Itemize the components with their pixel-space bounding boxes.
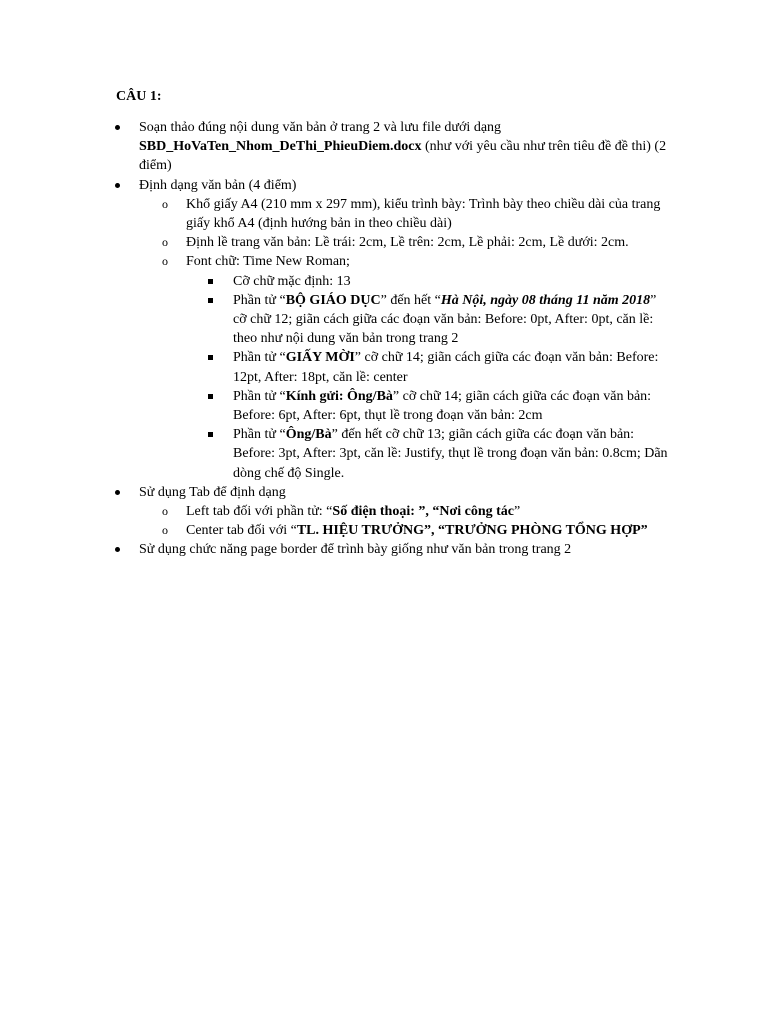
circle-bullet-icon: o [162, 254, 168, 269]
f2-text-a: Phần tử “ [233, 292, 286, 308]
center-tab-bold: TL. HIỆU TRƯỞNG”, “TRƯỞNG PHÒNG TỔNG HỢP” [296, 523, 648, 539]
sublist-item-left-tab [162, 502, 681, 521]
margins-text: Định lề trang văn bản: Lề trái: 2cm, Lề trên: 2cm, Lề phải: 2cm, Lề dưới: 2cm. [186, 235, 629, 251]
f3-text-c: ” cỡ chữ 14; giãn cách giữa các đoạn văn bản: Before: 12pt, After: 18pt, căn lề: center [233, 350, 659, 385]
item2-text: Định dạng văn bản (4 điểm) [139, 177, 297, 193]
list-item-tabs [139, 483, 679, 541]
square-bullet-icon [208, 298, 213, 303]
f2-text-c: ” đến hết “ [380, 292, 441, 308]
font-item-default-size [233, 272, 673, 291]
f2-text-e: ” cỡ chữ 12; giãn cách giữa các đoạn văn bản: Before: 0pt, After: 0pt, căn lề: theo như nội dung văn bản trong trang 2 [233, 292, 657, 347]
item4-text: Sử dụng chức năng page border để trình bày giống như văn bản trong trang 2 [139, 542, 572, 558]
circle-bullet-icon: o [162, 523, 168, 538]
requirements-list [139, 118, 679, 560]
question-heading: CÂU 1: [116, 89, 162, 104]
left-tab-bold: Số điện thoại: ”, “Nơi công tác [332, 504, 514, 520]
circle-bullet-icon: o [162, 196, 168, 211]
square-bullet-icon [208, 355, 213, 360]
square-bullet-icon [208, 394, 213, 399]
circle-bullet-icon: o [162, 504, 168, 519]
f3-text-a: Phần tử “ [233, 350, 286, 366]
list-item-format [139, 176, 679, 483]
font-item-body [233, 425, 673, 483]
circle-bullet-icon: o [162, 235, 168, 250]
f3-bold: GIẤY MỜI [285, 350, 355, 366]
f5-text-a: Phần tử “ [233, 427, 286, 443]
f4-text-c: ” cỡ chữ 14; giãn cách giữa các đoạn văn bản: Before: 6pt, After: 6pt, thụt lề trong đoạn văn bản: 2cm [233, 388, 652, 424]
item1-text: Soạn thảo đúng nội dung văn bản ở trang 2 và lưu file dưới dạng [139, 120, 502, 135]
sublist-item-font [162, 252, 681, 482]
f4-text-a: Phần tử “ [233, 388, 286, 404]
item3-text: Sử dụng Tab để định dạng [139, 484, 286, 500]
sublist-item-margins [162, 233, 681, 252]
center-tab-text: Center tab đối với “ [186, 523, 297, 539]
tabs-sublist [162, 502, 681, 540]
sublist-item-center-tab [162, 521, 681, 540]
list-item-page-border [139, 540, 679, 559]
item1-text-end: (như với yêu cầu như trên tiêu đề đề thi) (2 điểm) [139, 139, 667, 174]
sublist-item-paper [162, 195, 681, 233]
f5-bold: Ông/Bà [285, 427, 332, 443]
font-item-recipient [233, 387, 673, 425]
f2-bold-italic: Hà Nội, ngày 08 tháng 11 năm 2018 [440, 292, 651, 308]
font-text: Font chữ: Time New Roman; [186, 254, 350, 270]
left-tab-text: Left tab đối với phần tử: “ [186, 504, 333, 520]
f2-bold: BỘ GIÁO DỤC [285, 292, 381, 308]
default-size-text: Cỡ chữ mặc định: 13 [233, 273, 351, 289]
font-item-header-block [233, 291, 673, 349]
f4-bold: Kính gửi: Ông/Bà [285, 388, 393, 404]
item1-filename: SBD_HoVaTen_Nhom_DeThi_PhieuDiem.docx [139, 139, 422, 155]
list-item-save-file [139, 118, 679, 176]
square-bullet-icon [208, 432, 213, 437]
format-sublist [162, 195, 681, 483]
square-bullet-icon [208, 279, 213, 284]
font-sublist [233, 272, 673, 483]
left-tab-end: ” [514, 504, 521, 520]
f5-text-c: ” đến hết cỡ chữ 13; giãn cách giữa các đoạn văn bản: Before: 3pt, After: 3pt, căn lề: Justify, thụt lề trong đoạn văn bản: 0.8cm; Dãn dòng chế độ Single. [233, 427, 668, 481]
font-item-invitation-title [233, 348, 673, 386]
paper-size-text: Khổ giấy A4 (210 mm x 297 mm), kiểu trình bày: Trình bày theo chiều dài của trang giấy khổ A4 (định hướng bản in theo chiều dài) [186, 196, 661, 232]
